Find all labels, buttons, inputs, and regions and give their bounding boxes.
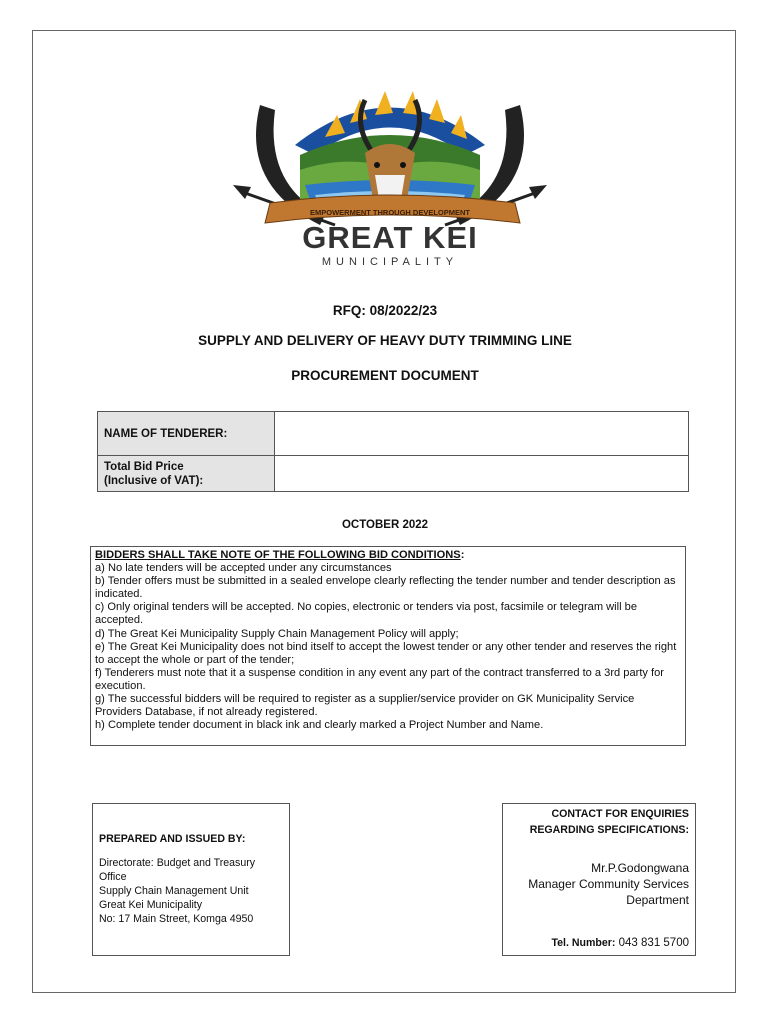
contact-telephone [551,937,689,949]
prepared-by-line: Great Kei Municipality [99,899,203,911]
tel-label: Tel. Number: [551,937,616,949]
bid-price-label-line-1: Total Bid Price [104,460,184,473]
great-kei-municipality-logo [225,75,555,270]
condition-item: c) Only original tenders will be accepted. No copies, electronic or tenders via post, facsimile or telegram will be accepted. [95,601,637,627]
bid-price-label [98,456,275,492]
document-type: PROCUREMENT DOCUMENT [291,368,479,383]
prepared-by-line: No: 17 Main Street, Komga 4950 [99,913,254,925]
bid-price-field[interactable] [275,456,689,492]
rfq-number: RFQ: 08/2022/23 [332,303,438,318]
prepared-by-line: Directorate: Budget and Treasury Office [99,857,256,883]
document-date: OCTOBER 2022 [341,519,429,531]
contact-role-1: Manager Community Services [528,877,689,891]
bid-price-label-line-2: (Inclusive of VAT): [104,474,204,487]
condition-item: f) Tenderers must note that it a suspense condition in any event any part of the contract transferred to a 3rd party for execution. [95,666,664,692]
tel-value[interactable]: 043 831 5700 [618,937,689,949]
tender-details-table [97,411,689,492]
prepared-by-box [92,803,290,956]
tenderer-name-field[interactable] [275,412,689,456]
tender-name-row [98,412,689,456]
contact-title-1: CONTACT FOR ENQUIRIES [551,808,689,820]
contact-box [502,803,696,956]
contact-title-2: REGARDING SPECIFICATIONS: [529,824,689,836]
logo-subname: MUNICIPALITY [321,256,459,268]
bid-conditions-title: BIDDERS SHALL TAKE NOTE OF THE FOLLOWING BID CONDITIONS [95,549,461,561]
logo-name: GREAT KEI [302,220,478,255]
condition-item: b) Tender offers must be submitted in a sealed envelope clearly reflecting the tender number and tender description as indicated. [95,575,676,601]
condition-item: d) The Great Kei Municipality Supply Chain Management Policy will apply; [95,627,459,640]
bid-price-row [98,456,689,492]
bid-conditions-box: BIDDERS SHALL TAKE NOTE OF THE FOLLOWING BID CONDITIONS: a) No late tenders will be accepted under any circumstances b) Tender offers must be submitted in a sealed envelope clearly reflecting the tender number and tender description as indicated. c) Only original tenders will be accepted. No copies, electronic or tenders via post, facsimile or telegram will be accepted. d) The Great Kei Municipality Supply Chain Management Policy will apply; e) The Great Kei Municipality does not bind itself to accept the lowest tender or any other tender and reserves the right to accept the whole or part of the tender; f) Tenderers must note that it a suspense condition in any event any part of the contract transferred to a 3rd party for execution. g) The successful bidders will be required to register as a supplier/service provider on GK Municipality Service Providers Database, if not already registered. h) Complete tender document in black ink and clearly marked a Project Number and Name. [90,546,686,746]
tenderer-name-label: NAME OF TENDERER: [98,412,275,456]
motto-text: EMPOWERMENT THROUGH DEVELOPMENT [309,208,471,217]
condition-item: g) The successful bidders will be required to register as a supplier/service provider on GK Municipality Service Providers Database, if not already registered. [95,693,635,719]
condition-item: e) The Great Kei Municipality does not bind itself to accept the lowest tender or any other tender and reserves the right to accept the whole or part of the tender; [95,640,677,666]
prepared-by-line: Supply Chain Management Unit [99,885,249,897]
document-title: SUPPLY AND DELIVERY OF HEAVY DUTY TRIMMING LINE [198,333,572,348]
contact-role-2: Department [626,893,689,907]
condition-item: h) Complete tender document in black ink and clearly marked a Project Number and Name. [95,719,544,732]
prepared-by-title: PREPARED AND ISSUED BY: [99,833,246,845]
condition-item: a) No late tenders will be accepted under any circumstances [95,562,392,575]
contact-name: Mr.P.Godongwana [591,861,689,875]
